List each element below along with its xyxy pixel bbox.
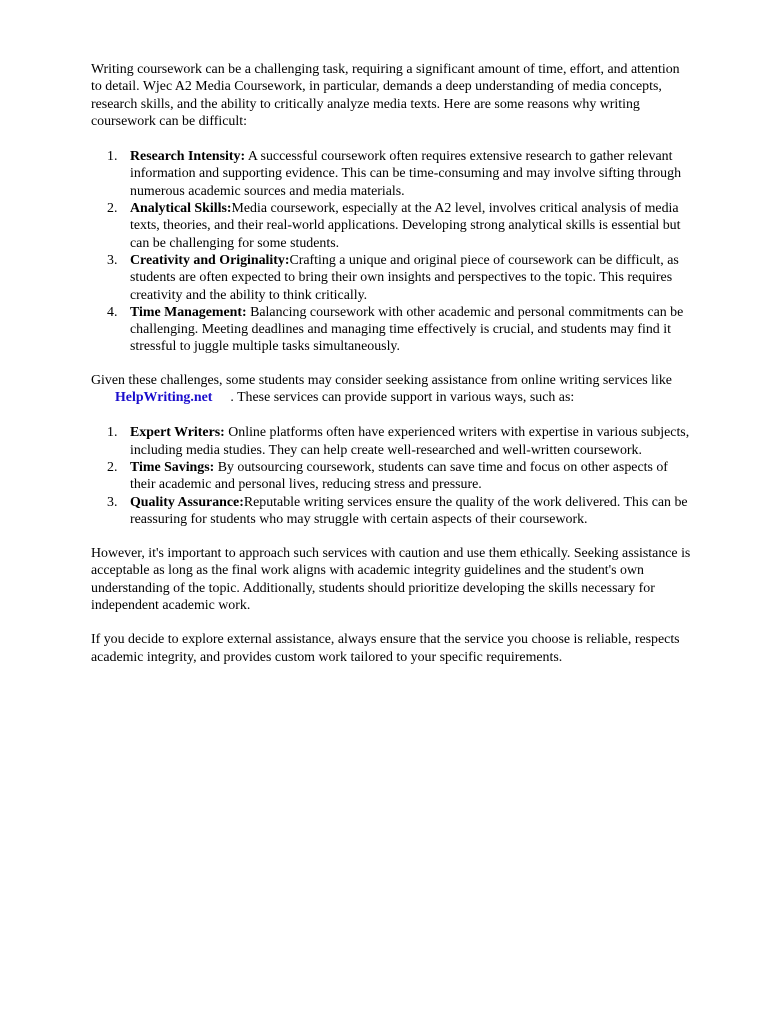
list-number: 3. [107, 494, 118, 510]
helpwriting-link[interactable]: HelpWriting.net [115, 390, 213, 406]
list-text: Crafting a unique and original piece of coursework can be difficult, as students are often expected to bring their own insights and perspectives to the topic. This requires creativity and the ability to think critically. [130, 252, 679, 303]
list-item [91, 200, 692, 252]
list-term: Creativity and Originality: [130, 252, 290, 268]
difficulties-list [91, 148, 692, 356]
intro-paragraph: Writing coursework can be a challenging task, requiring a significant amount of time, effort, and attention to detail. Wjec A2 Media Coursework, in particular, demands a deep understanding of media concepts, research skills, and the ability to critically analyze media texts. Here are some reasons why writing coursework can be difficult: [91, 62, 680, 129]
list-text: A successful coursework often requires extensive research to gather relevant information and supporting evidence. This can be time-consuming and may involve sifting through numerous academic sources and media materials. [130, 149, 682, 199]
list-term: Quality Assurance: [130, 494, 244, 510]
list-text: By outsourcing coursework, students can save time and focus on other aspects of their academic and personal lives, reducing stress and pressure. [130, 459, 668, 493]
list-item [91, 424, 692, 459]
list-item [91, 252, 692, 304]
list-text: Online platforms often have experienced writers with expertise in various subjects, including media studies. They can help create well-researched and well-written coursework. [130, 425, 690, 458]
list-item [91, 459, 692, 494]
list-text: Balancing coursework with other academic and personal commitments can be challenging. Meeting deadlines and managing time effectively is crucial, and students may find it stressful to juggle multiple tasks simultaneously. [130, 304, 684, 355]
services-intro-paragraph [91, 372, 692, 407]
list-item [91, 304, 692, 356]
list-number: 2. [107, 459, 118, 475]
services-intro-after: . These services can provide support in various ways, such as: [230, 390, 575, 406]
services-intro-before: Given these challenges, some students may consider seeking assistance from online writing services like [91, 372, 672, 388]
list-term: Research Intensity: [130, 149, 246, 165]
closing-paragraph: If you decide to explore external assistance, always ensure that the service you choose is reliable, respects academic integrity, and provides custom work tailored to your specific requirements. [91, 632, 680, 665]
list-text: Media coursework, especially at the A2 level, involves critical analysis of media texts, theories, and their real-world applications. Developing strong analytical skills is essential but can be challenging for some students. [130, 201, 681, 251]
list-text: Reputable writing services ensure the quality of the work delivered. This can be reassuring for students who may struggle with certain aspects of their coursework. [130, 494, 688, 527]
caution-paragraph: However, it's important to approach such services with caution and use them ethically. Seeking assistance is acceptable as long as the final work aligns with academic integrity guidelines and the student's own understanding of the topic. Additionally, students should prioritize developing the skills necessary for independent academic work. [91, 546, 691, 614]
list-term: Time Savings: [130, 459, 215, 475]
list-term: Analytical Skills: [130, 201, 232, 217]
list-term: Time Management: [130, 304, 247, 320]
list-number: 1. [107, 425, 118, 441]
list-item [91, 148, 692, 200]
list-number: 3. [107, 252, 118, 268]
list-item [91, 494, 692, 529]
list-number: 2. [107, 201, 118, 217]
list-number: 1. [107, 149, 118, 165]
list-number: 4. [107, 304, 118, 320]
benefits-list [91, 424, 692, 528]
list-term: Expert Writers: [130, 425, 225, 441]
